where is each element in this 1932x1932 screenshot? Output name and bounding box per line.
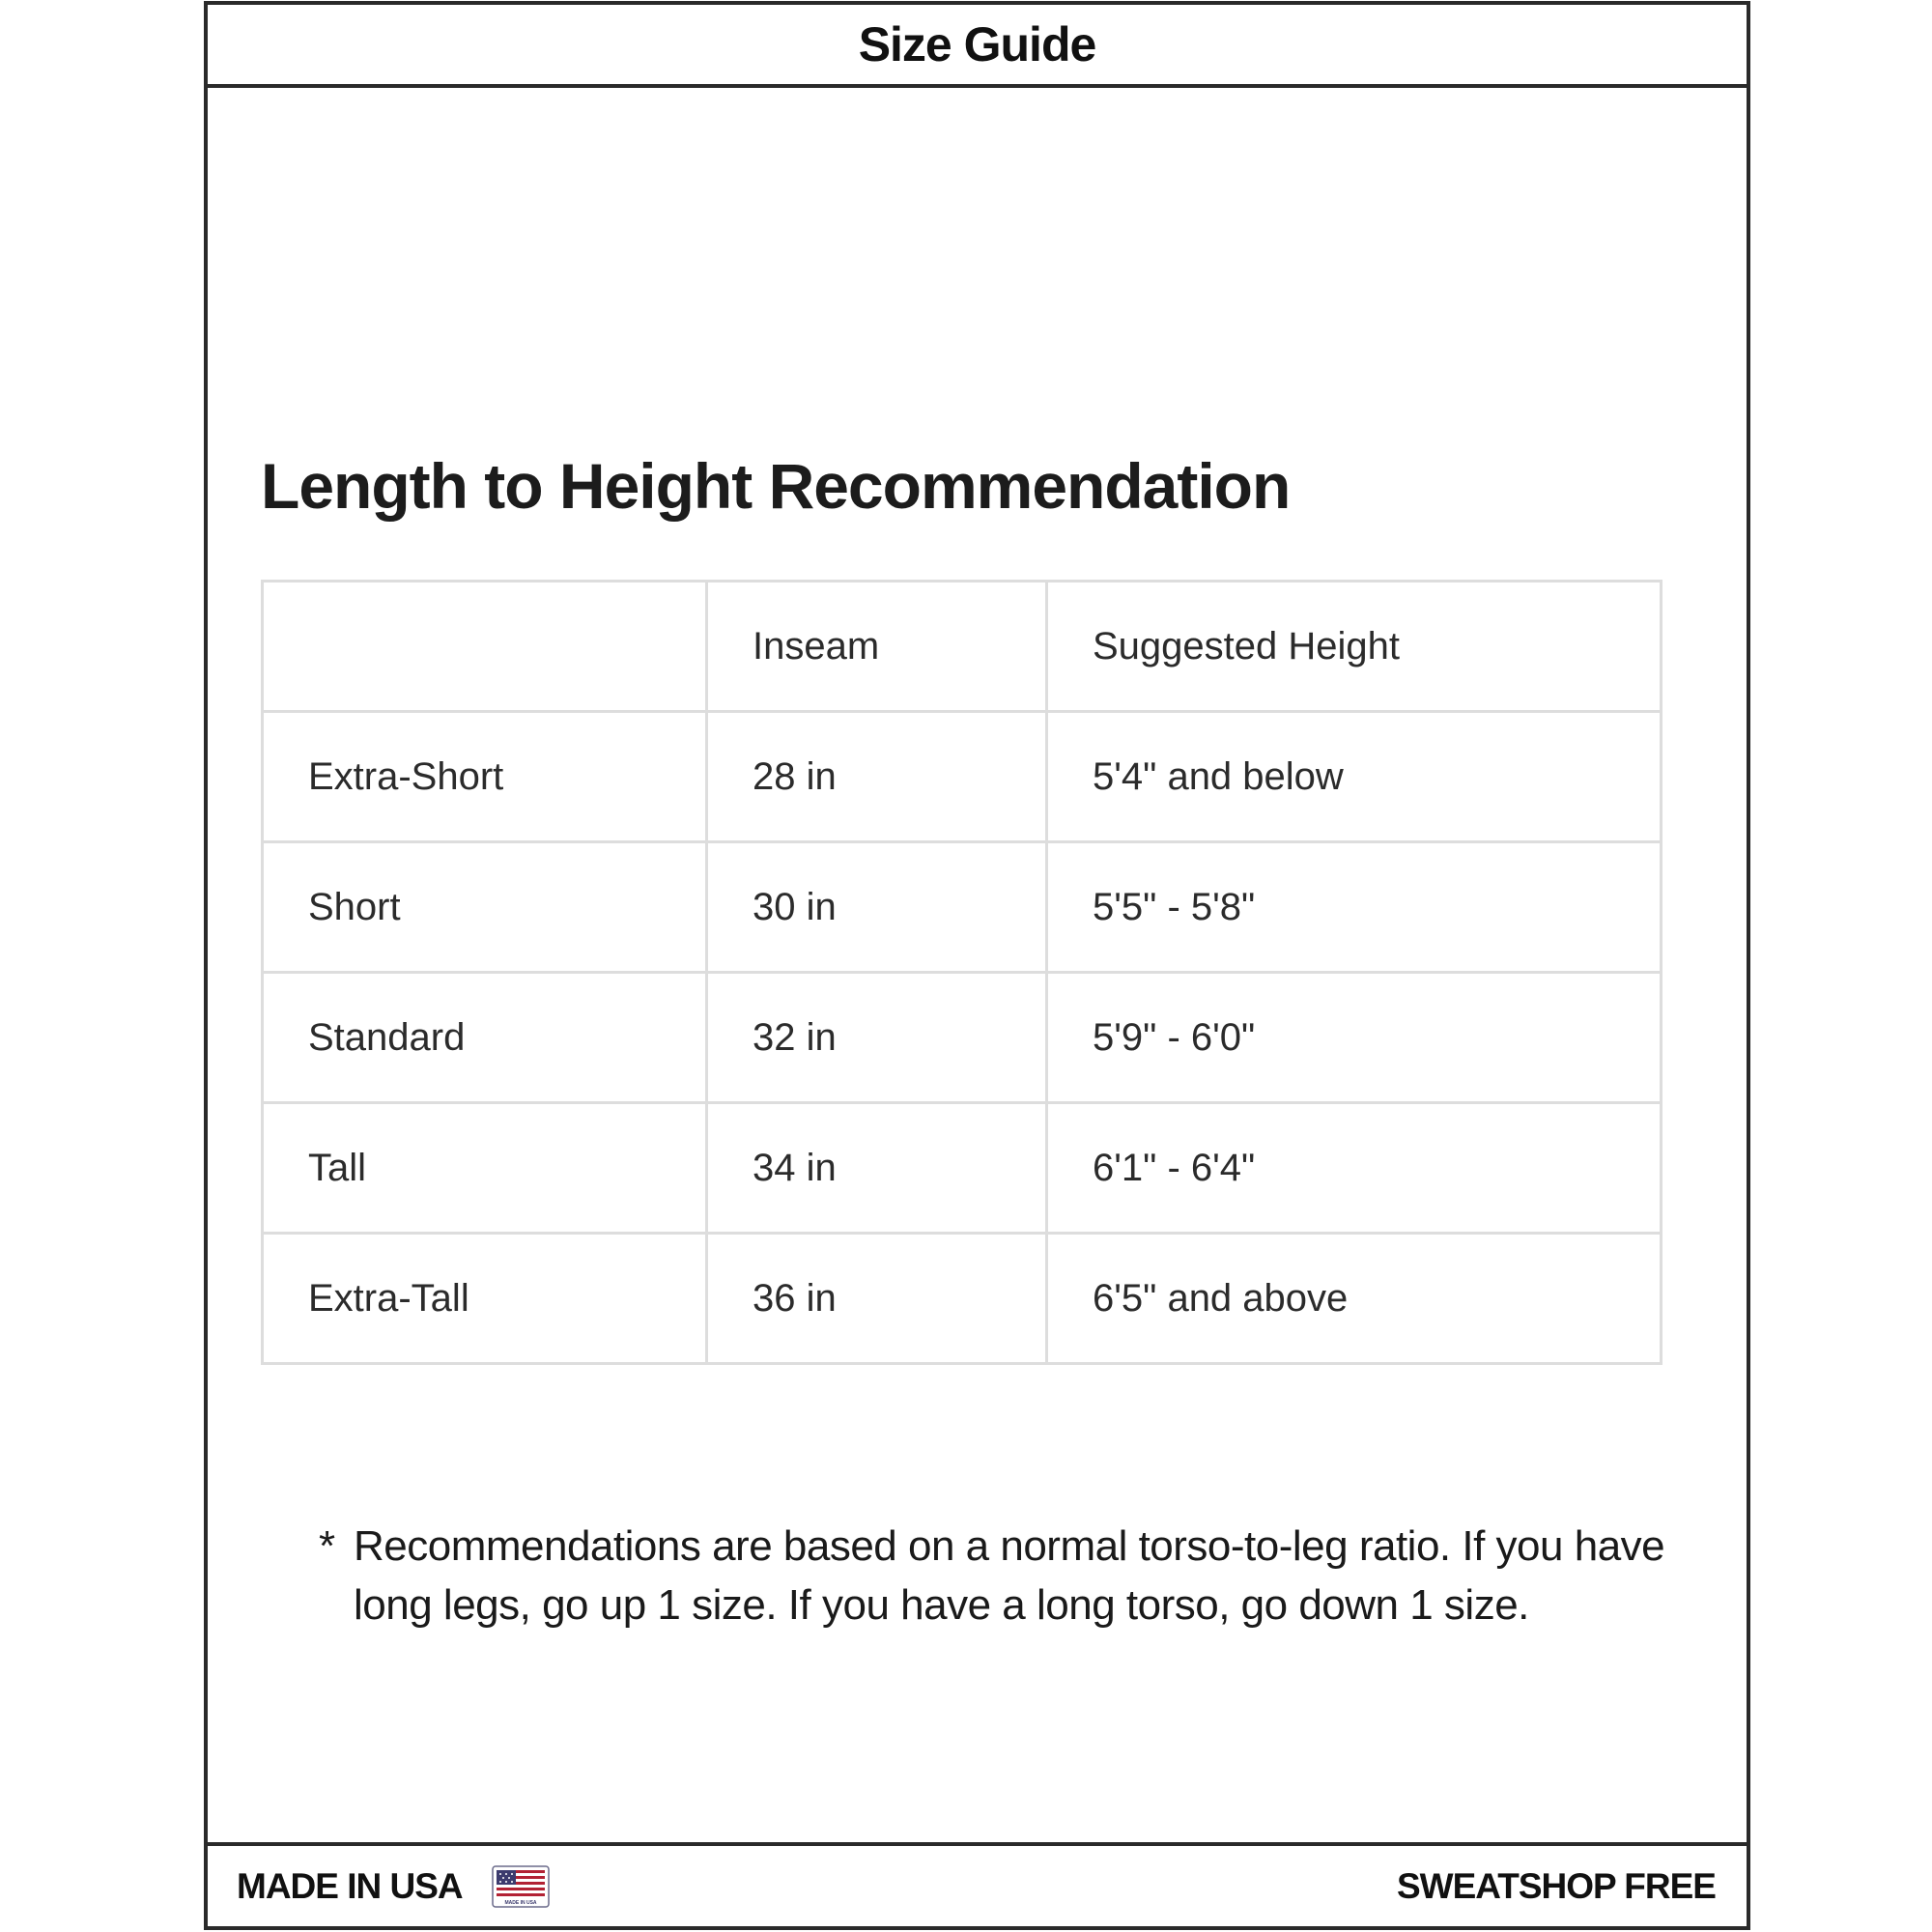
footnote-marker: * [319, 1522, 335, 1570]
table-cell: 36 in [707, 1234, 1047, 1364]
header-bar [208, 5, 1747, 88]
table-cell: Extra-Short [263, 712, 707, 842]
table-cell: 6'5" and above [1047, 1234, 1662, 1364]
made-in-usa-label: MADE IN USA [237, 1865, 463, 1906]
table-cell: Short [263, 842, 707, 973]
size-guide-card [204, 1, 1750, 1930]
table-row [263, 842, 1662, 973]
table-cell: 34 in [707, 1103, 1047, 1234]
table-cell: 30 in [707, 842, 1047, 973]
table-cell: 6'1" - 6'4" [1047, 1103, 1662, 1234]
footer-bar [208, 1842, 1747, 1926]
table-cell: 32 in [707, 973, 1047, 1103]
table-cell: 5'9" - 6'0" [1047, 973, 1662, 1103]
footnote-text: Recommendations are based on a normal torso-to-leg ratio. If you have long legs, go up 1 size. If you have a long torso, go down 1 size. [354, 1522, 1665, 1629]
table-cell: Extra-Tall [263, 1234, 707, 1364]
page-title: Size Guide [858, 17, 1096, 71]
made-in-usa-badge [237, 1846, 550, 1926]
table-cell: Tall [263, 1103, 707, 1234]
table-row [263, 1103, 1662, 1234]
table-cell: Standard [263, 973, 707, 1103]
table-cell: 5'4" and below [1047, 712, 1662, 842]
footnote [319, 1517, 1671, 1634]
table-header-cell: Inseam [707, 582, 1047, 712]
table-row [263, 712, 1662, 842]
us-flag-icon [492, 1865, 550, 1908]
svg-text:MADE IN USA: MADE IN USA [504, 1899, 537, 1906]
table-row [263, 1234, 1662, 1364]
table-header-cell [263, 582, 707, 712]
table-header-row [263, 582, 1662, 712]
table-cell: 5'5" - 5'8" [1047, 842, 1662, 973]
table-header-cell: Suggested Height [1047, 582, 1662, 712]
table-row [263, 973, 1662, 1103]
size-table [261, 580, 1662, 1365]
table-cell: 28 in [707, 712, 1047, 842]
sweatshop-free-label: SWEATSHOP FREE [1396, 1865, 1716, 1906]
section-title: Length to Height Recommendation [261, 450, 1291, 522]
